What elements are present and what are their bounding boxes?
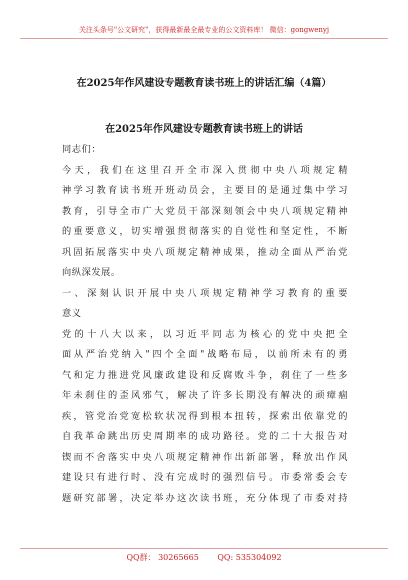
body-line: 同志们： bbox=[62, 144, 102, 155]
document-body bbox=[62, 140, 348, 509]
body-line: 党的十八大以来，以习近平同志为核心的党中央把全 bbox=[62, 328, 348, 340]
body-line: 意义 bbox=[62, 308, 82, 319]
section-title: 在2025年作风建设专题教育读书班上的讲话 bbox=[105, 124, 303, 135]
body-line: 神学习教育读书班开班动员会，主要目的是通过集中学习 bbox=[62, 185, 348, 196]
body-line: 今天，我们在这里召开全市深入贯彻中央八项规定精 bbox=[62, 164, 348, 176]
body-line: 教育，引导全市广大党员干部深刻领会中央八项规定精神 bbox=[62, 205, 348, 217]
body-line: 向纵深发展。 bbox=[62, 267, 121, 278]
body-line: 气和定力推进党风廉政建设和反腐败斗争，刹住了一些多 bbox=[62, 369, 348, 381]
body-line: 题研究部署，决定举办这次读书班，充分体现了市委对持 bbox=[62, 492, 348, 504]
body-line: 年未刹住的歪风邪气，解决了许多长期没有解决的顽瘴痼 bbox=[62, 390, 348, 401]
header-promo: 关注头条号"公文研究"，获得最新最全最专业的公文资料库！ 微信：gongwenyj bbox=[20, 22, 388, 39]
footer-qq-group: QQ群： 30265665 bbox=[126, 553, 199, 562]
body-line: 自我革命跳出历史周期率的成功路径。党的二十大报告对 bbox=[62, 431, 348, 442]
footer-qq-number: QQ: 535304092 bbox=[217, 553, 282, 562]
body-line: 锲而不舍落实中央八项规定精神作出新部署，释放出作风 bbox=[62, 451, 348, 463]
body-line: 一、深刻认识开展中央八项规定精神学习教育的重要 bbox=[62, 287, 348, 299]
body-line: 建设只有进行时、没有完成时的强烈信号。市委常委会专 bbox=[62, 472, 348, 483]
body-line: 面从严治党纳入"四个全面"战略布局，以前所未有的勇 bbox=[62, 349, 348, 360]
body-line: 疾，管党治党宽松软状况得到根本扭转，探索出依靠党的 bbox=[62, 410, 348, 422]
body-line: 的重要意义，切实增强贯彻落实的自觉性和坚定性，不断 bbox=[62, 226, 348, 237]
document-title: 在2025年作风建设专题教育读书班上的讲话汇编（4篇） bbox=[76, 78, 332, 89]
body-line: 巩固拓展落实中央八项规定精神成果，推动全面从严治党 bbox=[62, 246, 348, 258]
footer-contact bbox=[20, 548, 388, 567]
